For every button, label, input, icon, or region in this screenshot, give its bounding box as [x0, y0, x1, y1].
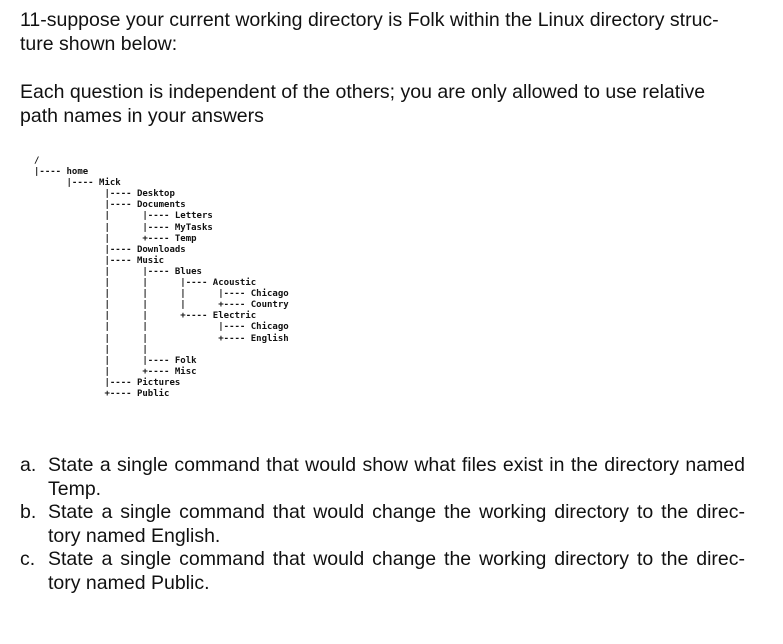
- tree-line: | +---- Temp: [34, 233, 197, 244]
- tree-line: |---- Mick: [34, 178, 121, 189]
- tree-line: | |: [34, 344, 148, 355]
- question-text-b: State a single command that would change the working directory to the direc- tory named English.: [48, 501, 745, 547]
- question-text-c: State a single command that would change the working directory to the direc- tory named Public.: [48, 548, 745, 594]
- question-item-b: [20, 501, 745, 548]
- tree-line: | |---- Letters: [34, 211, 213, 222]
- instructions-line-2: path names in your answers: [20, 105, 264, 127]
- question-text-a: State a single command that would show what files exist in the directory named Temp.: [48, 454, 745, 500]
- question-item-c: [20, 548, 745, 595]
- tree-line: | |---- Blues: [34, 266, 202, 277]
- tree-line: | |---- Folk: [34, 355, 197, 366]
- tree-line: | | | |---- Chicago: [34, 289, 289, 300]
- directory-tree: [34, 156, 289, 400]
- intro-paragraph: [20, 8, 765, 56]
- question-marker-b: b.: [20, 501, 37, 523]
- question-list: [20, 454, 745, 595]
- tree-line: | | +---- English: [34, 333, 289, 344]
- question-item-a: [20, 454, 745, 501]
- intro-line-1: 11-suppose your current working directory is Folk within the Linux directory struc-: [20, 9, 719, 31]
- tree-line: |---- Desktop: [34, 189, 175, 200]
- question-marker-a: a.: [20, 454, 37, 476]
- question-marker-c: c.: [20, 548, 36, 570]
- tree-line: |---- Downloads: [34, 244, 186, 255]
- tree-line: |---- Documents: [34, 200, 186, 211]
- tree-line: +---- Public: [34, 388, 170, 399]
- tree-line: |---- home: [34, 167, 89, 178]
- tree-line: | +---- Misc: [34, 366, 197, 377]
- tree-line: | | |---- Acoustic: [34, 278, 257, 289]
- instructions-line-1: Each question is independent of the others; you are only allowed to use relative: [20, 81, 706, 103]
- tree-line: |---- Pictures: [34, 377, 181, 388]
- tree-line: |---- Music: [34, 255, 165, 266]
- instructions-paragraph: [20, 80, 765, 128]
- tree-line: | |---- MyTasks: [34, 222, 213, 233]
- tree-line: | | | +---- Country: [34, 300, 289, 311]
- tree-line: /: [34, 156, 40, 166]
- tree-line: | | |---- Chicago: [34, 322, 289, 333]
- tree-line: | | +---- Electric: [34, 311, 257, 322]
- intro-line-2: ture shown below:: [20, 33, 178, 55]
